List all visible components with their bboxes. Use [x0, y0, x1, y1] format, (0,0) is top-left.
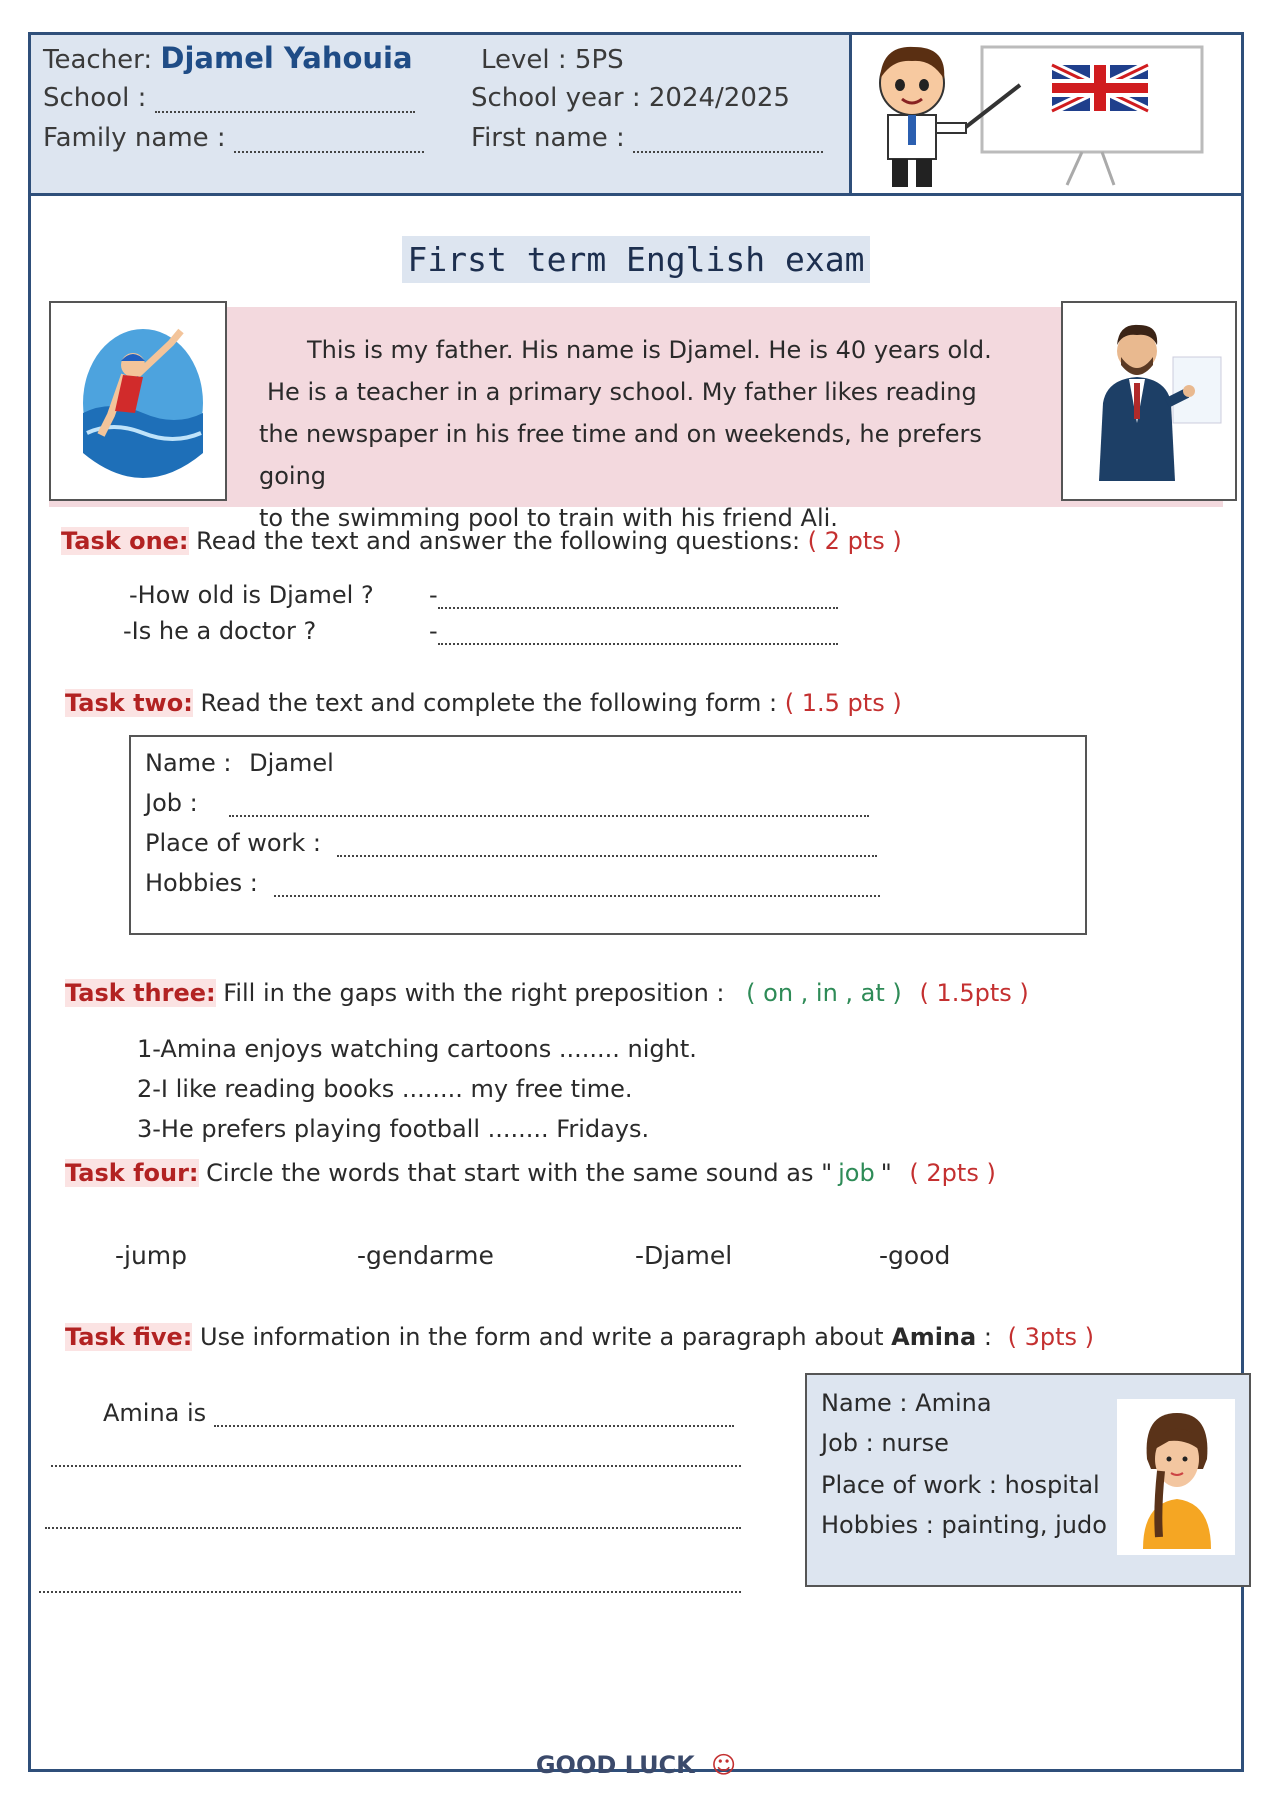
answer-1[interactable]: -	[429, 581, 838, 609]
reading-line: He is a teacher in a primary school. My father likes reading	[267, 378, 977, 406]
smiley-icon: ☺	[711, 1751, 737, 1779]
target-word: job	[838, 1159, 875, 1187]
task-two-heading: Task two: Read the text and complete the following form : ( 1.5 pts )	[65, 689, 902, 717]
form-name-value: Djamel	[249, 749, 334, 777]
subject-name: Amina	[891, 1323, 977, 1351]
header-info	[31, 35, 852, 193]
header	[31, 35, 1241, 196]
first-name-blank[interactable]	[633, 131, 823, 153]
level-field: Level : 5PS	[481, 45, 624, 75]
gap-sentence-3[interactable]: 3-He prefers playing football ........ Fridays.	[137, 1115, 650, 1143]
gap-sentence-1[interactable]: 1-Amina enjoys watching cartoons ........ night.	[137, 1035, 697, 1063]
task-four-heading: Task four: Circle the words that start with the same sound as " job " ( 2pts )	[65, 1159, 996, 1187]
amina-place: Place of work : hospital	[821, 1471, 1100, 1499]
paragraph-line-1[interactable]	[214, 1405, 734, 1427]
reading-line: to the swimming pool to train with his friend Ali.	[259, 504, 838, 532]
school-blank[interactable]	[155, 91, 415, 113]
school-year-field: School year : 2024/2025	[471, 83, 790, 113]
amina-hobbies: Hobbies : painting, judo	[821, 1511, 1107, 1539]
question-1: -How old is Djamel ?	[129, 581, 374, 609]
reading-line: This is my father. His name is Djamel. He is 40 years old.	[307, 336, 992, 364]
form-name-row: Name : Djamel	[145, 749, 334, 777]
family-name-blank[interactable]	[234, 131, 424, 153]
djamel-form	[129, 735, 1087, 935]
gap-sentence-2[interactable]: 2-I like reading books ........ my free time.	[137, 1075, 633, 1103]
swimmer-picture	[49, 301, 227, 501]
question-2: -Is he a doctor ?	[123, 617, 317, 645]
word-choice[interactable]: -jump	[115, 1241, 188, 1270]
amina-name: Name : Amina	[821, 1389, 992, 1417]
paragraph-start[interactable]: Amina is	[103, 1399, 734, 1427]
preposition-options: ( on , in , at )	[746, 979, 902, 1007]
form-job-row[interactable]: Job :	[145, 789, 869, 817]
form-hobbies-blank[interactable]	[274, 875, 880, 897]
reading-line: the newspaper in his free time and on weekends, he prefers going	[259, 420, 982, 490]
uk-flag-icon	[1052, 65, 1148, 111]
answer-2[interactable]: -	[429, 617, 838, 645]
task-five-heading: Task five: Use information in the form and write a paragraph about Amina : ( 3pts )	[65, 1323, 1094, 1351]
teacher-illustration	[852, 35, 1241, 193]
task-three-heading: Task three: Fill in the gaps with the right preposition : ( on , in , at ) ( 1.5pts )	[65, 979, 1029, 1007]
task-one-heading: Task one: Read the text and answer the following questions: ( 2 pts )	[61, 527, 902, 555]
word-choice[interactable]: -good	[879, 1241, 951, 1270]
answer-2-blank[interactable]	[438, 623, 838, 645]
amina-card	[805, 1373, 1251, 1587]
swimmer-icon	[83, 329, 203, 478]
form-job-blank[interactable]	[229, 795, 869, 817]
paragraph-line-4[interactable]	[39, 1571, 741, 1593]
woman-icon	[1143, 1413, 1211, 1549]
school-year-value: 2024/2025	[648, 83, 790, 113]
form-place-row[interactable]: Place of work :	[145, 829, 877, 857]
paragraph-line-3[interactable]	[45, 1507, 741, 1529]
teacher-picture	[1061, 301, 1237, 501]
amina-job: Job : nurse	[821, 1429, 949, 1457]
teacher-name: Djamel Yahouia	[160, 41, 413, 75]
nurse-picture	[1117, 1399, 1235, 1555]
form-place-blank[interactable]	[337, 835, 877, 857]
reading-text	[259, 329, 1019, 539]
level-value: 5PS	[574, 45, 624, 75]
paragraph-line-2[interactable]	[51, 1445, 741, 1467]
exam-page	[28, 32, 1244, 1779]
word-choice[interactable]: -Djamel	[635, 1241, 733, 1270]
teacher-field: Teacher: Djamel Yahouia	[43, 41, 413, 75]
first-name-field[interactable]: First name :	[471, 123, 823, 153]
school-field[interactable]: School :	[43, 83, 415, 113]
good-luck-footer: GOOD LUCK ☺	[535, 1751, 737, 1779]
answer-1-blank[interactable]	[438, 587, 838, 609]
word-choice[interactable]: -gendarme	[357, 1241, 494, 1270]
male-teacher-icon	[1099, 325, 1221, 481]
family-name-field[interactable]: Family name :	[43, 123, 424, 153]
exam-title: First term English exam	[31, 240, 1241, 279]
form-hobbies-row[interactable]: Hobbies :	[145, 869, 880, 897]
reading-passage	[49, 307, 1223, 532]
